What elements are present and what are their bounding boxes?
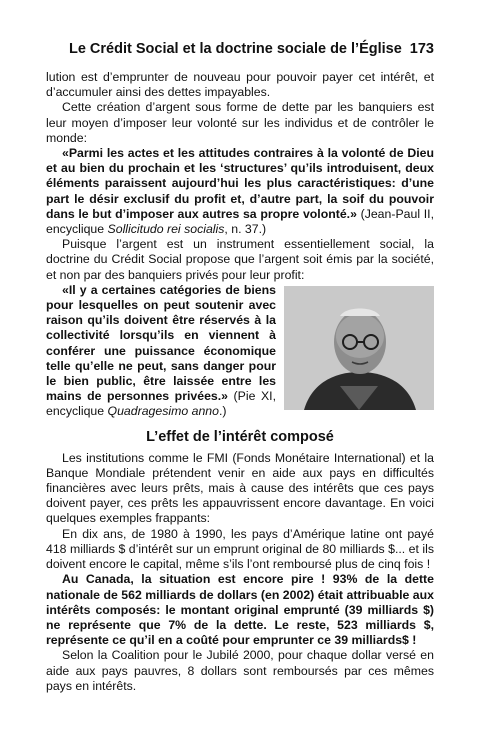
- encyclical-title: Sollicitudo rei socialis: [107, 222, 225, 237]
- quote-source-end: , n. 37.): [224, 222, 267, 237]
- quote-source: (Pie XI, encyclique: [46, 389, 276, 419]
- portrait-photo: [284, 286, 434, 410]
- quote-text: «Parmi les actes et les attitudes contraires à la volonté de Dieu et au bien du prochain et les ‘structures’ qu’ils introduisent, deux éléments paraissent aujourd’hui les plus caractéristiques: d’une part le désir exclusif du profit et, d’autre part, la soif du pouvoir dans le but d’imposer aux autres sa propre volonté.»: [46, 146, 434, 221]
- paragraph-jubilee: Selon la Coalition pour le Jubilé 2000, pour chaque dollar versé en aide aux pays pauvres, 8 dollars sont remboursés par ces mêmes pays en intérêts.: [46, 648, 434, 693]
- section-heading: L’effet de l’intérêt composé: [146, 428, 334, 445]
- paragraph-latin-america: En dix ans, de 1980 à 1990, les pays d’Amérique latine ont payé 418 milliards $ d’intérêt sur un emprunt original de 80 milliards $... et ils doivent encore le capital, même s’ils l’ont remboursé plus de cinq fois !: [46, 526, 434, 572]
- paragraph-continued: lution est d’emprunter de nouveau pour pouvoir payer cet intérêt, et d’accumuler ainsi des dettes impayables.: [46, 70, 434, 100]
- paragraph-debt-control: Cette création d’argent sous forme de dette par les banquiers est leur moyen d’imposer leur volonté sur les individus et de contrôler le monde:: [46, 100, 434, 145]
- paragraph-canada: Au Canada, la situation est encore pire ! 93% de la dette nationale de 562 milliards de dollars (en 2002) était attribuable aux intérêts composés: le montant original emprunté (39 milliards $) ne représente que 7% de la dette. Le reste, 523 milliards $, représente ce qu’il en a coûté pour emprunter ce 39 milliards$ !: [46, 572, 434, 648]
- paragraph-imf: Les institutions comme le FMI (Fonds Monétaire International) et la Banque Mondiale prétendent venir en aide aux pays en difficultés financières avec leurs prêts, mais à cause des intérêts que ces pays doivent payer, ces prêts les appauvrissent encore davantage. En voici quelques exemples frappants:: [46, 450, 434, 526]
- portrait-image: [284, 286, 434, 410]
- quote-source: (Jean-Paul II, encyclique: [46, 206, 434, 237]
- quote-source-end: .): [218, 404, 227, 419]
- quote-john-paul-ii: [46, 146, 434, 237]
- quote-text: «Il y a certaines catégories de biens pour lesquelles on peut soutenir avec raison qu’ils doivent être réservés à la collectivité lorsqu’ils en viennent à conférer une puissance économique telle qu’elle ne peut, sans danger pour le bien public, être laissée entre les mains de personnes privées.»: [46, 282, 276, 404]
- paragraph-social-money: Puisque l’argent est un instrument essentiellement social, la doctrine du Crédit Social propose que l’argent soit émis par la société, et non par des banquiers privés pour leur profit:: [46, 237, 434, 282]
- page-number: 173: [409, 41, 434, 57]
- running-head: [46, 40, 434, 58]
- encyclical-title: Quadragesimo anno: [107, 404, 219, 419]
- running-head-title: Le Crédit Social et la doctrine sociale de l’Église: [68, 41, 402, 57]
- quote-with-portrait: [46, 283, 434, 420]
